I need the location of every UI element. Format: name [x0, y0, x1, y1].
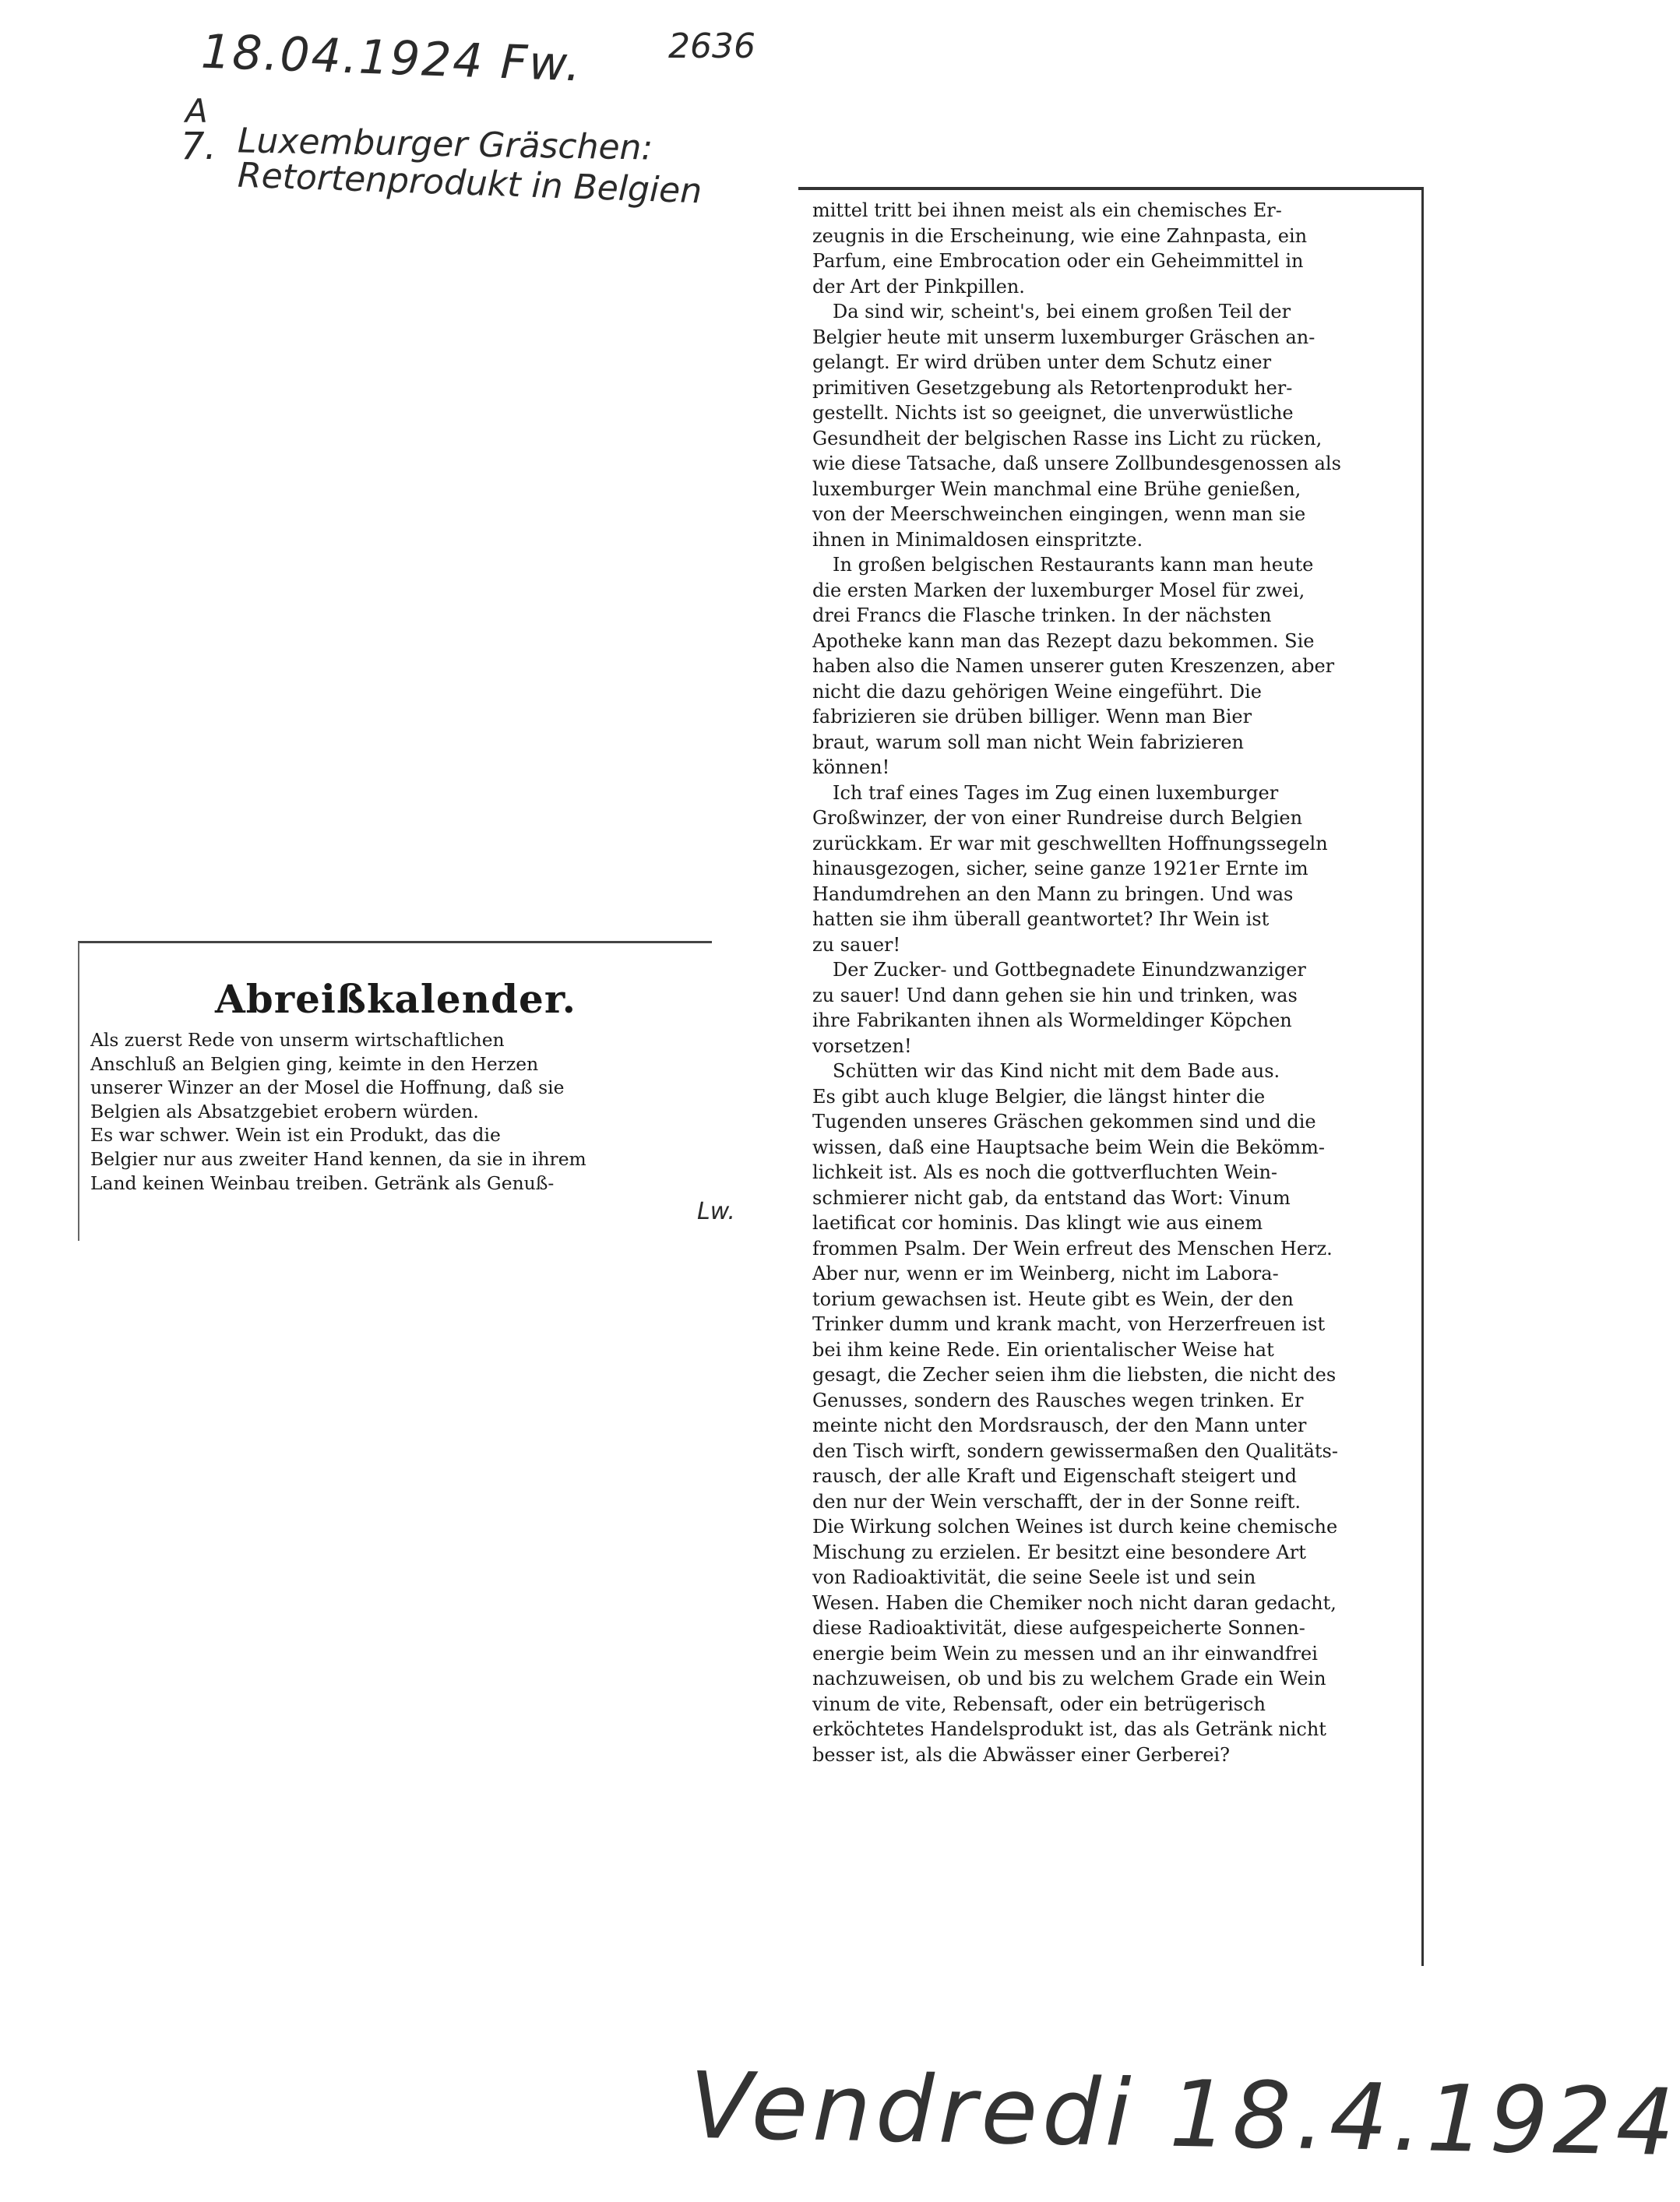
text-line: Wesen. Haben die Chemiker noch nicht daran gedacht,	[812, 1591, 1337, 1614]
text-line: Belgier heute mit unserm luxemburger Gräschen an-	[812, 326, 1315, 348]
article-paragraph	[812, 957, 1412, 1059]
text-line: Belgien als Absatzgebiet erobern würden.	[90, 1100, 479, 1122]
text-line: Land keinen Weinbau treiben. Getränk als Genuß-	[90, 1171, 555, 1194]
text-line: Aber nur, wenn er im Weinberg, nicht im Labora-	[812, 1263, 1279, 1284]
handwritten-title-line2: Retortenprodukt in Belgien	[237, 155, 703, 212]
text-line: rausch, der alle Kraft und Eigenschaft steigert und	[812, 1465, 1297, 1487]
clipping-heading: Abreißkalender.	[214, 976, 577, 1022]
text-line: Ich traf eines Tages im Zug einen luxemburger	[833, 781, 1279, 804]
article-paragraph	[812, 198, 1412, 299]
text-line: drei Francs die Flasche trinken. In der nächsten	[812, 604, 1272, 626]
text-line: der Art der Pinkpillen.	[812, 275, 1025, 298]
text-line: Die Wirkung solchen Weines ist durch keine chemische	[812, 1516, 1338, 1538]
text-line: zu sauer! Und dann gehen sie hin und trinken, was	[812, 984, 1298, 1006]
right-clipping	[798, 187, 1424, 1966]
handwritten-item-number: 7.	[181, 125, 217, 168]
text-line: die ersten Marken der luxemburger Mosel für zwei,	[812, 579, 1305, 601]
text-line: Handumdrehen an den Mann zu bringen. Und was	[812, 883, 1294, 905]
handwritten-title-line1: Luxemburger Gräschen:	[237, 121, 653, 168]
handwritten-number: 2636	[668, 26, 755, 66]
handwritten-footer-date: Vendredi 18.4.1924	[688, 2051, 1680, 2177]
text-line: luxemburger Wein manchmal eine Brühe genießen,	[812, 477, 1301, 500]
text-line: Apotheke kann man das Rezept dazu bekommen. Sie	[812, 629, 1315, 652]
text-line: frommen Psalm. Der Wein erfreut des Menschen Herz.	[812, 1237, 1333, 1260]
text-line: Mischung zu erzielen. Er besitzt eine besondere Art	[812, 1541, 1306, 1563]
text-line: lichkeit ist. Als es noch die gottverfluchten Wein-	[812, 1161, 1278, 1183]
text-line: torium gewachsen ist. Heute gibt es Wein, der den	[812, 1288, 1294, 1310]
text-line: Gesundheit der belgischen Rasse ins Licht zu rücken,	[812, 427, 1323, 449]
text-line: gelangt. Er wird drüben unter dem Schutz einer	[812, 351, 1272, 373]
clipping-paragraph	[90, 1028, 712, 1195]
text-line: Parfum, eine Embrocation oder ein Geheimmittel in	[812, 250, 1304, 272]
text-line: wie diese Tatsache, daß unsere Zollbundesgenossen als	[812, 453, 1341, 474]
article-paragraph	[812, 299, 1412, 552]
article-paragraph	[812, 552, 1412, 780]
text-line: hinausgezogen, sicher, seine ganze 1921er Ernte im	[812, 858, 1308, 879]
text-line: In großen belgischen Restaurants kann man heute	[833, 554, 1314, 576]
text-line: Es gibt auch kluge Belgier, die längst hinter die	[812, 1085, 1266, 1108]
text-line: Belgier nur aus zweiter Hand kennen, da sie in ihrem	[90, 1147, 586, 1170]
text-line: Großwinzer, der von einer Rundreise durch Belgien	[812, 807, 1303, 829]
text-line: hatten sie ihm überall geantwortet? Ihr Wein ist	[812, 908, 1270, 930]
text-line: mittel tritt bei ihnen meist als ein chemisches Er-	[812, 199, 1282, 221]
article-paragraph	[812, 1059, 1412, 1767]
text-line: zu sauer!	[812, 933, 901, 956]
text-line: von der Meerschweinchen eingingen, wenn man sie	[812, 503, 1306, 525]
text-line: vorsetzen!	[812, 1034, 912, 1057]
text-line: den nur der Wein verschafft, der in der Sonne reift.	[812, 1490, 1301, 1513]
handwritten-date: 18.04.1924 Fw.	[199, 24, 583, 93]
text-line: zurückkam. Er war mit geschwellten Hoffnungssegeln	[812, 832, 1328, 854]
text-line: Schütten wir das Kind nicht mit dem Bade aus.	[833, 1060, 1280, 1082]
text-line: besser ist, als die Abwässer einer Gerberei?	[812, 1743, 1230, 1766]
handwritten-mark: A	[185, 92, 208, 130]
text-line: gestellt. Nichts ist so geeignet, die unverwüstliche	[812, 402, 1294, 424]
text-line: bei ihm keine Rede. Ein orientalischer Weise hat	[812, 1338, 1274, 1361]
text-line: erköchtetes Handelsprodukt ist, das als Getränk nicht	[812, 1718, 1326, 1740]
text-line: nicht die dazu gehörigen Weine eingeführt. Die	[812, 680, 1262, 703]
text-line: vinum de vite, Rebensaft, oder ein betrügerisch	[812, 1693, 1266, 1715]
text-line: primitiven Gesetzgebung als Retortenprodukt her-	[812, 376, 1293, 399]
text-line: haben also die Namen unserer guten Kreszenzen, aber	[812, 655, 1335, 677]
text-line: schmierer nicht gab, da entstand das Wort: Vinum	[812, 1186, 1291, 1209]
text-line: unserer Winzer an der Mosel die Hoffnung, daß sie	[90, 1076, 565, 1099]
text-line: Es war schwer. Wein ist ein Produkt, das die	[90, 1124, 501, 1147]
text-line: von Radioaktivität, die seine Seele ist und sein	[812, 1566, 1256, 1588]
text-line: Als zuerst Rede von unserm wirtschaftlichen	[90, 1029, 505, 1051]
text-line: Der Zucker- und Gottbegnadete Einundzwanziger	[833, 959, 1306, 981]
text-line: energie beim Wein zu messen und an ihr einwandfrei	[812, 1642, 1318, 1665]
text-line: ihnen in Minimaldosen einspritzte.	[812, 528, 1143, 551]
text-line: Anschluß an Belgien ging, keimte in den Herzen	[90, 1052, 539, 1075]
text-line: Genusses, sondern des Rausches wegen trinken. Er	[812, 1389, 1304, 1411]
text-line: laetificat cor hominis. Das klingt wie aus einem	[812, 1212, 1263, 1234]
text-line: Tugenden unseres Gräschen gekommen sind und die	[812, 1111, 1316, 1133]
text-line: gesagt, die Zecher seien ihm die liebsten, die nicht des	[812, 1364, 1337, 1386]
text-line: braut, warum soll man nicht Wein fabrizieren	[812, 731, 1244, 753]
text-line: ihre Fabrikanten ihnen als Wormeldinger Köpchen	[812, 1009, 1292, 1031]
handwritten-margin-note: Lw.	[697, 1198, 735, 1225]
text-line: fabrizieren sie drüben billiger. Wenn man Bier	[812, 706, 1252, 728]
article-paragraph	[812, 780, 1412, 958]
text-line: Da sind wir, scheint's, bei einem großen Teil der	[833, 301, 1291, 322]
text-line: diese Radioaktivität, diese aufgespeicherte Sonnen-	[812, 1617, 1305, 1639]
text-line: wissen, daß eine Hauptsache beim Wein die Bekömm-	[812, 1136, 1325, 1158]
text-line: können!	[812, 756, 890, 778]
text-line: meinte nicht den Mordsrausch, der den Mann unter	[812, 1415, 1307, 1436]
text-line: nachzuweisen, ob und bis zu welchem Grade ein Wein	[812, 1668, 1326, 1689]
text-line: zeugnis in die Erscheinung, wie eine Zahnpasta, ein	[812, 224, 1308, 247]
left-clipping	[78, 941, 712, 1241]
text-line: Trinker dumm und krank macht, von Herzerfreuen ist	[812, 1313, 1326, 1335]
text-line: den Tisch wirft, sondern gewissermaßen den Qualitäts-	[812, 1439, 1338, 1462]
article-body	[812, 198, 1412, 1767]
